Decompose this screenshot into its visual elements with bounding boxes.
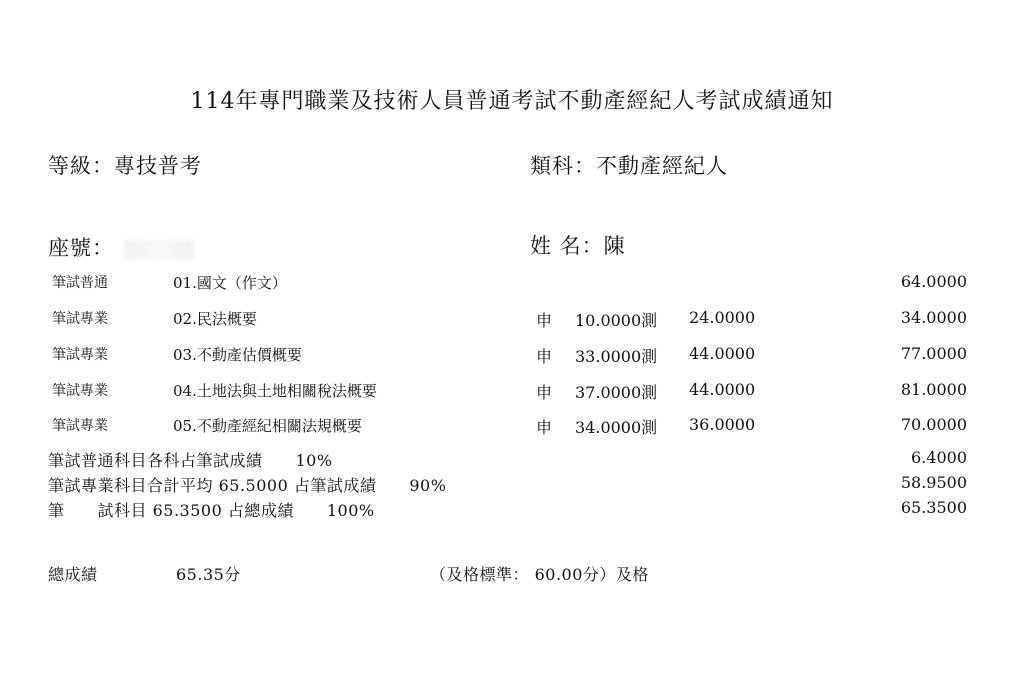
total-value: 65.35分 [176,565,241,584]
subject-marker: 申 [536,347,553,366]
subject-score: 34.0000 [900,308,967,327]
subject-row [0,415,1024,439]
summary-row-professional [0,473,1024,497]
total-score-row [0,562,1024,586]
summary-row-general [0,448,1024,472]
subject-type: 筆試專業 [52,347,108,363]
total-label: 總成績 [48,565,98,584]
subject-score-part-1: 34.0000測 [575,418,658,437]
redacted-seat-value [124,240,194,260]
subject-name: 03.不動產估價概要 [173,346,302,364]
subject-score-part-1: 10.0000測 [575,311,658,330]
subject-score: 70.0000 [900,415,967,434]
level-label: 等級：專技普考 [48,154,202,178]
subject-row [0,344,1024,368]
category-label: 類科：不動產經紀人 [530,154,728,178]
subject-score: 81.0000 [900,380,967,399]
subject-score-part-2: 44.0000 [689,344,756,363]
subject-score-part-1: 33.0000測 [575,347,658,366]
subject-name: 05.不動產經紀相關法規概要 [173,417,362,435]
subject-type: 筆試專業 [52,418,108,434]
summary-label: 筆 試科目 65.3500 占總成績 100% [48,501,375,520]
seat-label: 座號： [48,236,114,260]
pass-standard: （及格標準： 60.00分）及格 [430,565,649,584]
subject-score-part-2: 36.0000 [689,415,756,434]
subject-name: 01.國文（作文） [173,274,287,292]
summary-value: 6.4000 [911,448,967,467]
summary-label: 筆試專業科目合計平均 65.5000 占筆試成績 90% [48,476,447,495]
subject-name: 04.土地法與土地相關稅法概要 [173,382,377,400]
subject-marker: 申 [536,311,553,330]
subject-score-part-1: 37.0000測 [575,383,658,402]
summary-value: 58.9500 [900,473,967,492]
seat-number [48,232,194,262]
notice-title: 114年專門職業及技術人員普通考試不動產經紀人考試成績通知 [190,89,834,114]
subject-score: 64.0000 [900,272,967,291]
summary-row-written [0,498,1024,522]
summary-value: 65.3500 [900,498,967,517]
subject-marker: 申 [536,418,553,437]
subject-row [0,308,1024,332]
summary-label: 筆試普通科目各科占筆試成績 10% [48,451,333,470]
subject-row [0,272,1024,296]
name-label: 姓 名：陳 [530,234,626,258]
subject-type: 筆試專業 [52,311,108,327]
subject-marker: 申 [536,383,553,402]
subject-name: 02.民法概要 [173,310,257,328]
subject-type: 筆試普通 [52,275,108,291]
subject-row [0,380,1024,404]
subject-score-part-2: 44.0000 [689,380,756,399]
subject-type: 筆試專業 [52,383,108,399]
subject-score: 77.0000 [900,344,967,363]
subject-score-part-2: 24.0000 [689,308,756,327]
